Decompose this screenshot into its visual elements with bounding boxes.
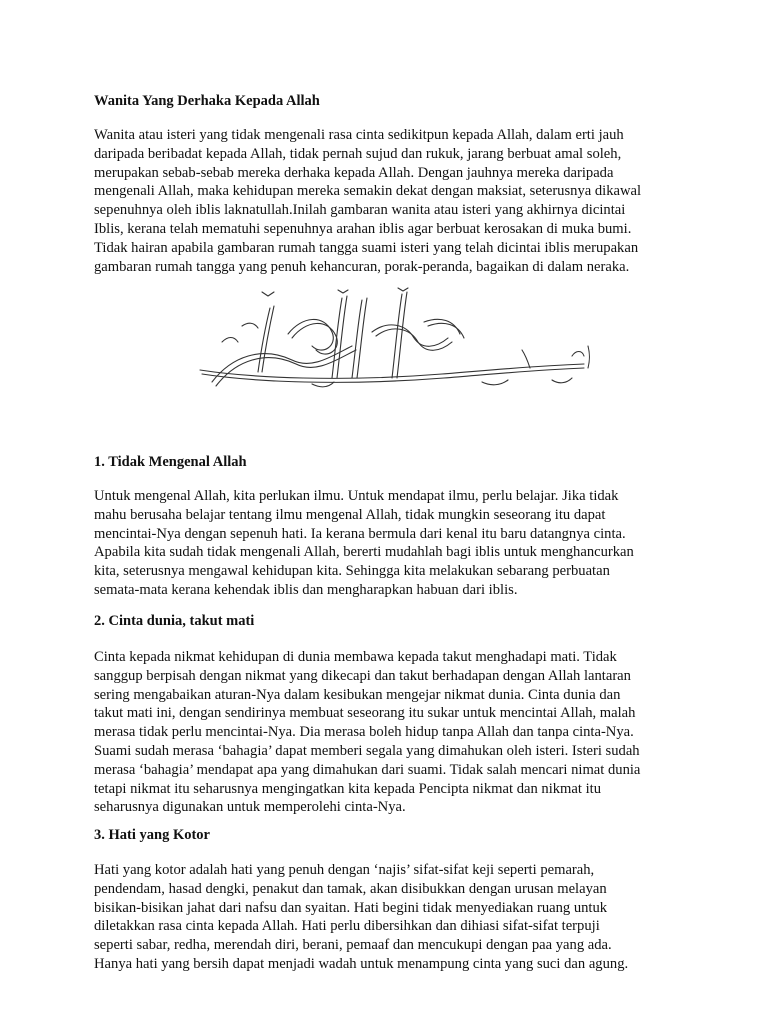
section-body-3: Hati yang kotor adalah hati yang penuh dengan ‘najis’ sifat-sifat keji seperti pemarah, pendendam, hasad dengki, penakut dan tamak, akan disibukkan dengan urusan melayan bisikan-bisikan jahat dari nafsu dan syaitan. Hati begini tidak menyediakan ruang untuk diletakkan rasa cinta kepada Allah. Hati perlu dibersihkan dan dihiasi sifat-sifat terpuji seperti sabar, redha, merendah diri, berani, pemaaf dan mencukupi dengan paa yang ada. Hanya hati yang bersih dapat menjadi wadah untuk menampung cinta yang suci dan agung. [94, 862, 629, 972]
section-heading-3: 3. Hati yang Kotor [94, 827, 210, 843]
section-body-2: Cinta kepada nikmat kehidupan di dunia membawa kepada takut menghadapi mati. Tidak sanggup berpisah dengan nikmat yang dikecapi dan takut berhadapan dengan Allah lantaran sering mengabaikan aturan-Nya dalam kesibukan mengejar nikmat dunia. Cinta dunia dan takut mati ini, dengan sendirinya membuat seseorang itu sukar untuk mencintai Allah, malah merasa tidak perlu mencintai-Nya. Dia merasa boleh hidup tanpa Allah dan tanpa cinta-Nya. Suami sudah merasa ‘bahagia’ dapat memberi segala yang dimahukan oleh isteri. Isteri sudah merasa ‘bahagia’ mendapat apa yang dimahukan dari suami. Tidak salah mencari nimat dunia tetapi nikmat itu seharusnya mengingatkan kita kepada Pencipta nikmat dan nikmat itu seharusnya digunakan untuk memperolehi cinta-Nya. [94, 649, 641, 816]
section-heading-2: 2. Cinta dunia, takut mati [94, 613, 255, 629]
intro-paragraph: Wanita atau isteri yang tidak mengenali rasa cinta sedikitpun kepada Allah, dalam erti jauh daripada beribadat kepada Allah, tidak pernah sujud dan rukuk, jarang berbuat amal soleh, merupakan sebab-sebab mereka derhaka kepada Allah. Dengan jauhnya mereka daripada mengenali Allah, maka kehidupan mereka semakin dekat dengan maksiat, seterusnya dikawal sepenuhnya oleh iblis laknatullah.Inilah gambaran wanita atau isteri yang akhirnya dicintai Iblis, kerana telah mematuhi sepenuhnya arahan iblis agar berbuat kerosakan di muka bumi. Tidak hairan apabila gambaran rumah tangga suami isteri yang telah dicintai iblis merupakan gambaran rumah tangga yang penuh kehancuran, porak-peranda, bagaikan di dalam neraka. [94, 127, 642, 275]
bismillah-calligraphy-icon [192, 286, 612, 404]
document-title: Wanita Yang Derhaka Kepada Allah [94, 93, 320, 109]
section-body-1: Untuk mengenal Allah, kita perlukan ilmu. Untuk mendapat ilmu, perlu belajar. Jika tidak mahu berusaha belajar tentang ilmu mengenal Allah, tidak mungkin seseorang itu dapat mencintai-Nya dengan sepenuh hati. Ia kerana bermula dari kenal itu baru datangnya cinta. Apabila kita sudah tidak mengenali Allah, bererti mudahlah bagi iblis untuk menghancurkan kita, seterusnya mengawal kehidupan kita. Sehingga kita melakukan sebarang perbuatan semata-mata kerana kehendak iblis dan mengharapkan habuan dari iblis. [94, 488, 634, 598]
section-heading-1: 1. Tidak Mengenal Allah [94, 454, 247, 470]
